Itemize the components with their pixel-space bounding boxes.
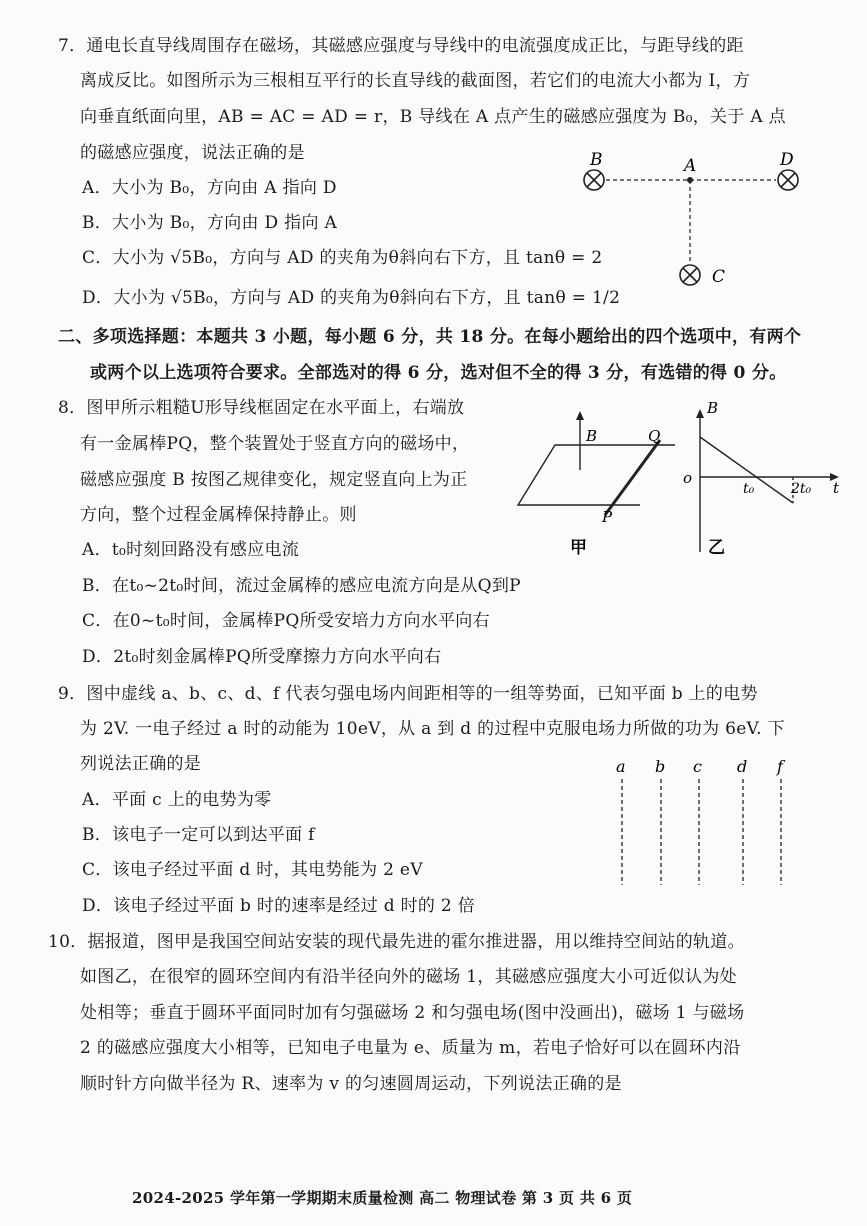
plane-label-d: d bbox=[737, 757, 748, 776]
q8-figure-yi-graph bbox=[675, 397, 850, 560]
q10-stem-line-4: 2 的磁感应强度大小相等，已知电子电量为 e、质量为 m，若电子恰好可以在圆环内沿 bbox=[80, 1038, 741, 1058]
tick-label-2t0: 2t₀ bbox=[791, 481, 812, 497]
label-q: Q bbox=[648, 427, 661, 445]
q8-option-a: A．t₀时刻回路没有感应电流 bbox=[82, 540, 300, 560]
q7-option-c: C．大小为 √5B₀，方向与 AD 的夹角为θ斜向右下方，且 tanθ = 2 bbox=[82, 248, 603, 268]
plane-label-b: b bbox=[655, 757, 666, 776]
q7-stem-line-2: 离成反比。如图所示为三根相互平行的长直导线的截面图，若它们的电流大小都为 I，方 bbox=[80, 71, 751, 91]
label-b-field: B bbox=[586, 427, 598, 445]
q7-stem-line-4: 的磁感应强度，说法正确的是 bbox=[80, 143, 305, 163]
label-a: A bbox=[684, 156, 697, 176]
q7-stem-line-3: 向垂直纸面向里，AB = AC = AD = r，B 导线在 A 点产生的磁感应强度为 B₀，关于 A 点 bbox=[80, 107, 786, 127]
q8-option-d: D．2t₀时刻金属棒PQ所受摩擦力方向水平向右 bbox=[82, 647, 442, 667]
q9-stem-line-1: 9．图中虚线 a、b、c、d、f 代表匀强电场内间距相等的一组等势面，已知平面 b 上的电势 bbox=[58, 684, 758, 704]
q7-wires-figure bbox=[570, 145, 820, 295]
section-2-heading-line-1: 二、多项选择题：本题共 3 小题，每小题 6 分，共 18 分。在每小题给出的四个选项中，有两个 bbox=[58, 327, 802, 347]
page-footer: 2024-2025 学年第一学期期末质量检测 高二 物理试卷 第 3 页 共 6 页 bbox=[132, 1189, 633, 1207]
axis-label-b: B bbox=[707, 399, 719, 417]
q9-option-d: D．该电子经过平面 b 时的速率是经过 d 时的 2 倍 bbox=[82, 896, 476, 916]
plane-label-f: f bbox=[777, 757, 783, 776]
tick-label-t0: t₀ bbox=[743, 481, 755, 497]
q8-option-b: B．在t₀~2t₀时间，流过金属棒的感应电流方向是从Q到P bbox=[82, 576, 521, 596]
q10-stem-line-2: 如图乙，在很窄的圆环空间内有沿半径向外的磁场 1，其磁感应强度大小可近似认为处 bbox=[80, 967, 737, 987]
q8-stem-line-1: 8．图甲所示粗糙U形导线框固定在水平面上，右端放 bbox=[58, 398, 465, 418]
q10-stem-line-1: 10．据报道，图甲是我国空间站安装的现代最先进的霍尔推进器，用以维持空间站的轨道。 bbox=[48, 932, 745, 952]
plane-label-a: a bbox=[616, 757, 626, 776]
q9-option-b: B．该电子一定可以到达平面 f bbox=[82, 825, 315, 845]
caption-jia: 甲 bbox=[570, 538, 587, 558]
caption-yi: 乙 bbox=[708, 538, 725, 558]
label-d: D bbox=[780, 150, 794, 170]
q8-option-c: C．在0~t₀时间，金属棒PQ所受安培力方向水平向右 bbox=[82, 611, 490, 631]
label-p: P bbox=[602, 508, 613, 526]
q7-option-a: A．大小为 B₀，方向由 A 指向 D bbox=[82, 178, 337, 198]
q9-option-c: C．该电子经过平面 d 时，其电势能为 2 eV bbox=[82, 860, 423, 880]
q8-stem-line-4: 方向，整个过程金属棒保持静止。则 bbox=[80, 505, 357, 525]
q9-option-a: A．平面 c 上的电势为零 bbox=[82, 790, 272, 810]
q9-stem-line-2: 为 2V. 一电子经过 a 时的动能为 10eV，从 a 到 d 的过程中克服电场力所做的功为 6eV. 下 bbox=[80, 719, 785, 739]
section-2-heading-line-2: 或两个以上选项符合要求。全部选对的得 6 分，选对但不全的得 3 分，有选错的得 0 分。 bbox=[90, 363, 787, 383]
axis-label-t: t bbox=[833, 479, 840, 497]
q10-stem-line-3: 处相等；垂直于圆环平面同时加有匀强磁场 2 和匀强电场(图中没画出)，磁场 1 与磁场 bbox=[80, 1003, 745, 1023]
q8-stem-line-2: 有一金属棒PQ，整个装置处于竖直方向的磁场中， bbox=[80, 434, 470, 454]
origin-label: o bbox=[683, 469, 693, 487]
label-b: B bbox=[590, 150, 603, 170]
q7-option-d: D．大小为 √5B₀，方向与 AD 的夹角为θ斜向右下方，且 tanθ = 1/2 bbox=[82, 288, 621, 308]
q8-stem-line-3: 磁感应强度 B 按图乙规律变化，规定竖直向上为正 bbox=[80, 470, 468, 490]
q9-stem-line-3: 列说法正确的是 bbox=[80, 754, 202, 774]
plane-label-c: c bbox=[693, 757, 702, 776]
q7-option-b: B．大小为 B₀，方向由 D 指向 A bbox=[82, 213, 338, 233]
q10-stem-line-5: 顺时针方向做半径为 R、速率为 v 的匀速圆周运动，下列说法正确的是 bbox=[80, 1074, 622, 1094]
label-c: C bbox=[712, 267, 726, 287]
q9-equipotential-figure bbox=[600, 755, 810, 890]
q8-figure-jia bbox=[510, 405, 685, 560]
q7-stem-line-1: 7．通电长直导线周围存在磁场，其磁感应强度与导线中的电流强度成正比，与距导线的距 bbox=[58, 36, 744, 56]
